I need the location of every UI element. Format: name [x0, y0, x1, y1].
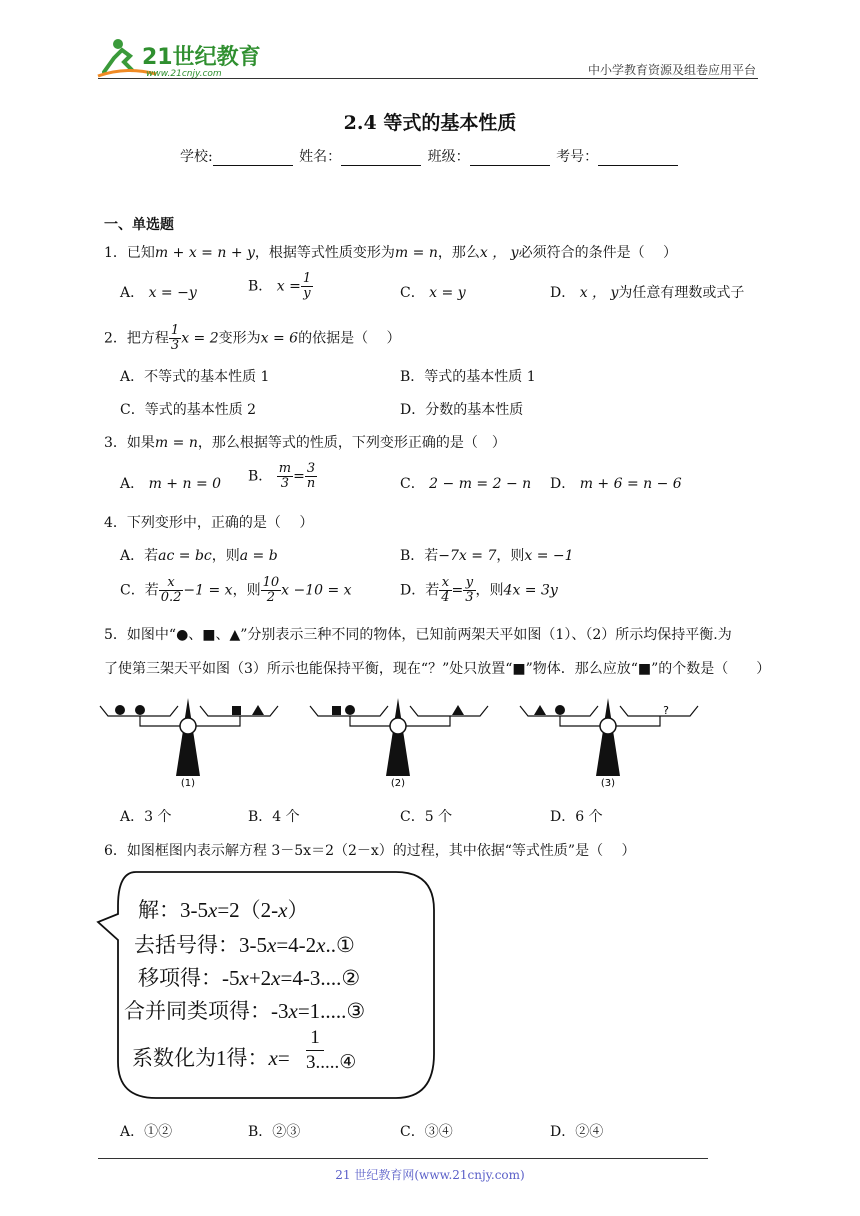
field-blank-exam-no[interactable]: [598, 151, 678, 166]
solution-line-4: 合并同类项得：-3x=1.....③: [124, 999, 366, 1023]
balance-scale-2: [310, 698, 488, 789]
q2-option-a[interactable]: A．不等式的基本性质 1: [120, 369, 270, 385]
solution-line-5-fraction: 1 3.....④: [306, 1027, 357, 1073]
svg-text:(2): (2): [390, 778, 406, 789]
q2-option-c[interactable]: C．等式的基本性质 2: [120, 402, 257, 418]
question-2-stem: 2．把方程 $\frac{1}{3}$ x = 2变形为x = 6的依据是（ ）: [104, 323, 401, 353]
balance-scales-figure: [96, 688, 716, 796]
field-blank-school[interactable]: [213, 151, 293, 166]
field-label-class: 班级：: [427, 149, 470, 165]
svg-text:21世纪教育: 21世纪教育: [142, 45, 261, 70]
q4-option-d[interactable]: D．若 $\frac{x}{4}$ = $\frac{y}{3}$ ，则4x = 3y: [400, 575, 558, 605]
field-label-exam-no: 考号：: [556, 149, 599, 165]
q5-option-b[interactable]: B．4 个: [248, 809, 300, 825]
question-5-line-2: 了使第三架天平如图（3）所示也能保持平衡，现在“？”处只放置“■”物体．那么应放“■”的个数是（ ）: [104, 661, 771, 677]
section-heading: 一、单选题: [104, 217, 174, 233]
question-5-line-1: 5．如图中“●、■、▲”分别表示三种不同的物体，已知前两架天平如图（1）、（2）所示均保持平衡.为: [104, 627, 732, 643]
q1-option-d[interactable]: D． x ， y为任意有理数或式子: [550, 285, 745, 301]
balance-scale-3: [520, 698, 698, 789]
q4-option-c[interactable]: C．若 $\frac{x}{0.2}$ −1 = x，则 $\frac{10}{2}$ x −10 = x: [120, 575, 352, 605]
solution-line-5: 系数化为1得：x=: [132, 1046, 290, 1070]
question-3-stem: 3．如果m = n，那么根据等式的性质，下列变形正确的是（ ）: [104, 435, 506, 451]
q4-option-a[interactable]: A．若ac = bc，则a = b: [120, 548, 278, 564]
q3-option-a[interactable]: A． m + n = 0: [120, 476, 222, 492]
svg-text:?: ?: [663, 704, 669, 717]
solution-line-1: 解：3-5x=2（2-x）: [138, 898, 309, 922]
q5-option-d[interactable]: D．6 个: [550, 809, 603, 825]
q3-option-d[interactable]: D． m + 6 = n − 6: [550, 476, 682, 492]
q2-option-b[interactable]: B．等式的基本性质 1: [400, 369, 536, 385]
q2-option-d[interactable]: D．分数的基本性质: [400, 402, 524, 418]
svg-text:(3): (3): [600, 778, 616, 789]
svg-text:(1): (1): [180, 778, 196, 789]
q1-option-a[interactable]: A． x = −y: [120, 285, 197, 301]
platform-name: 中小学教育资源及组卷应用平台: [587, 63, 756, 77]
footer-divider: [98, 1158, 708, 1159]
info-fields: [180, 146, 680, 166]
header-divider: [98, 78, 758, 79]
solution-line-3: 移项得：-5x+2x=4-3....②: [138, 966, 361, 990]
question-1-stem: 1．已知m + x = n + y，根据等式性质变形为m = n，那么x ， y必须符合的条件是（ ）: [104, 245, 678, 261]
page-title: 2.4 等式的基本性质: [343, 112, 517, 134]
q6-option-d[interactable]: D．②④: [550, 1124, 604, 1140]
field-blank-name[interactable]: [341, 151, 421, 166]
question-6-stem: 6．如图框图内表示解方程 3－5x＝2（2－x）的过程，其中依据“等式性质”是（ ）: [104, 843, 636, 859]
q5-option-c[interactable]: C．5 个: [400, 809, 453, 825]
q1-option-c[interactable]: C． x = y: [400, 285, 466, 301]
footer-link[interactable]: 21 世纪教育网(www.21cnjy.com): [335, 1168, 525, 1182]
field-label-school: 学校:: [180, 149, 213, 165]
q1-option-b[interactable]: B． x = $\frac{1}{y}$: [248, 271, 312, 301]
field-label-name: 姓名：: [299, 149, 342, 165]
solution-line-2: 去括号得：3-5x=4-2x..①: [134, 933, 355, 957]
q6-option-a[interactable]: A．①②: [120, 1124, 173, 1140]
q6-option-b[interactable]: B．②③: [248, 1124, 301, 1140]
q3-option-c[interactable]: C． 2 − m = 2 − n: [400, 476, 532, 492]
svg-text:www.21cnjy.com: www.21cnjy.com: [146, 69, 222, 79]
q4-option-b[interactable]: B．若−7x = 7，则x = −1: [400, 548, 574, 564]
logo: [96, 36, 266, 80]
q5-option-a[interactable]: A．3 个: [120, 809, 172, 825]
balance-scale-1: [100, 698, 278, 789]
q3-option-b[interactable]: B． $\frac{m}{3}$ = $\frac{3}{n}$: [248, 461, 316, 491]
question-4-stem: 4．下列变形中，正确的是（ ）: [104, 515, 314, 531]
field-blank-class[interactable]: [470, 151, 550, 166]
q6-option-c[interactable]: C．③④: [400, 1124, 453, 1140]
runner-logo-icon: [96, 36, 266, 80]
